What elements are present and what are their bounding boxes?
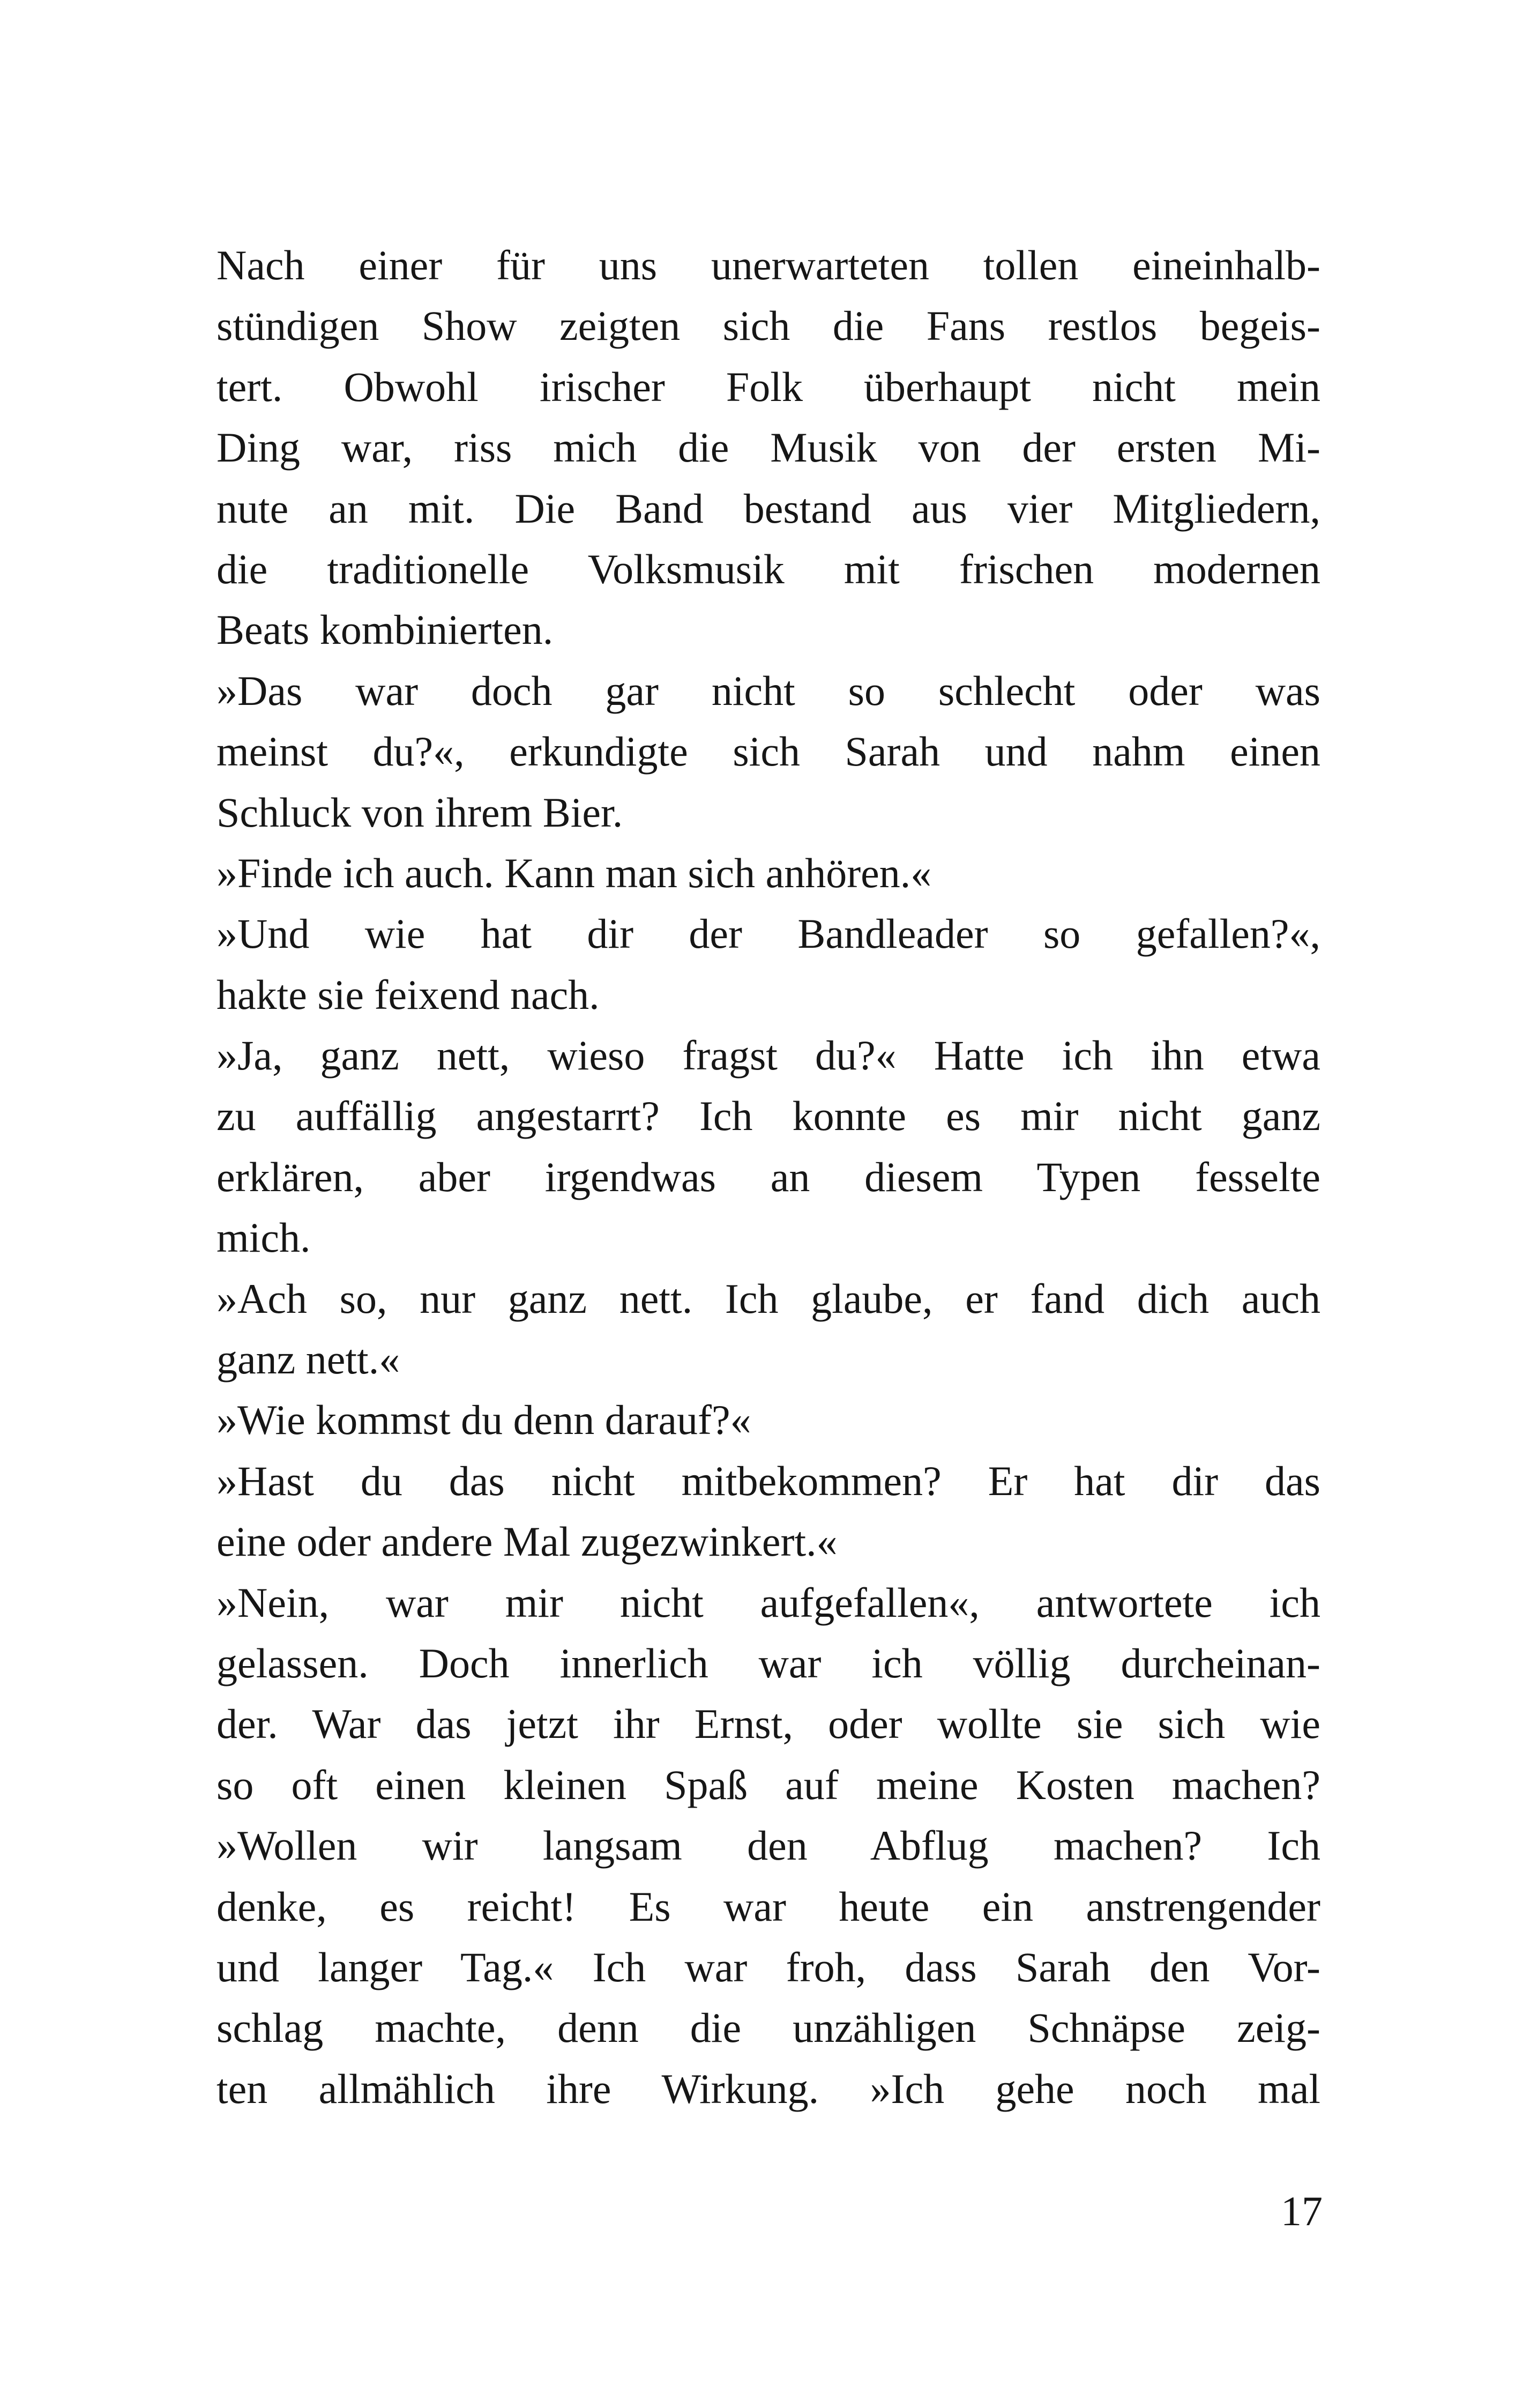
text-line: »Nein, war mir nicht aufgefallen«, antwortete ich	[216, 1579, 1320, 1626]
text-line: meinst du?«, erkundigte sich Sarah und nahm einen	[216, 728, 1320, 775]
text-line: »Ja, ganz nett, wieso fragst du?« Hatte ich ihn etwa	[216, 1032, 1320, 1079]
text-line: und langer Tag.« Ich war froh, dass Sarah den Vor-	[216, 1943, 1320, 1990]
body-text	[216, 235, 1320, 2119]
text-line: denke, es reicht! Es war heute ein anstrengender	[216, 1883, 1320, 1930]
text-line: erklären, aber irgendwas an diesem Typen fesselte	[216, 1153, 1320, 1200]
text-line: »Wie kommst du denn darauf?«	[216, 1396, 751, 1444]
text-line: hakte sie feixend nach.	[216, 971, 600, 1018]
text-line: nute an mit. Die Band bestand aus vier Mitgliedern,	[216, 485, 1320, 532]
text-line: Schluck von ihrem Bier.	[216, 789, 623, 836]
text-line: »Das war doch gar nicht so schlecht oder was	[216, 667, 1320, 714]
text-line: der. War das jetzt ihr Ernst, oder wollte sie sich wie	[216, 1700, 1320, 1748]
text-line: ten allmählich ihre Wirkung. »Ich gehe noch mal	[216, 2065, 1320, 2112]
text-line: »Ach so, nur ganz nett. Ich glaube, er fand dich auch	[216, 1275, 1320, 1322]
text-line: »Und wie hat dir der Bandleader so gefallen?«,	[216, 910, 1320, 957]
text-line: schlag machte, denn die unzähligen Schnäpse zeig-	[216, 2004, 1320, 2052]
text-line: stündigen Show zeigten sich die Fans restlos begeis-	[216, 302, 1320, 350]
text-line: Ding war, riss mich die Musik von der ersten Mi-	[216, 424, 1320, 471]
text-line: »Hast du das nicht mitbekommen? Er hat dir das	[216, 1457, 1320, 1504]
text-line: »Wollen wir langsam den Abflug machen? Ich	[216, 1822, 1320, 1869]
text-line: mich.	[216, 1214, 311, 1261]
text-line: »Finde ich auch. Kann man sich anhören.«	[216, 849, 932, 896]
text-line: so oft einen kleinen Spaß auf meine Kosten machen?	[216, 1761, 1320, 1808]
text-line: die traditionelle Volksmusik mit frischen modernen	[216, 545, 1320, 592]
text-line: gelassen. Doch innerlich war ich völlig durcheinan-	[216, 1639, 1320, 1686]
text-line: tert. Obwohl irischer Folk überhaupt nicht mein	[216, 363, 1320, 410]
text-line: ganz nett.«	[216, 1336, 400, 1383]
page-number: 17	[1281, 2188, 1323, 2234]
text-line: Beats kombinierten.	[216, 606, 554, 653]
text-line: zu auffällig angestarrt? Ich konnte es mir nicht ganz	[216, 1092, 1320, 1140]
text-line: Nach einer für uns unerwarteten tollen eineinhalb-	[216, 242, 1320, 288]
text-line: eine oder andere Mal zugezwinkert.«	[216, 1518, 838, 1565]
